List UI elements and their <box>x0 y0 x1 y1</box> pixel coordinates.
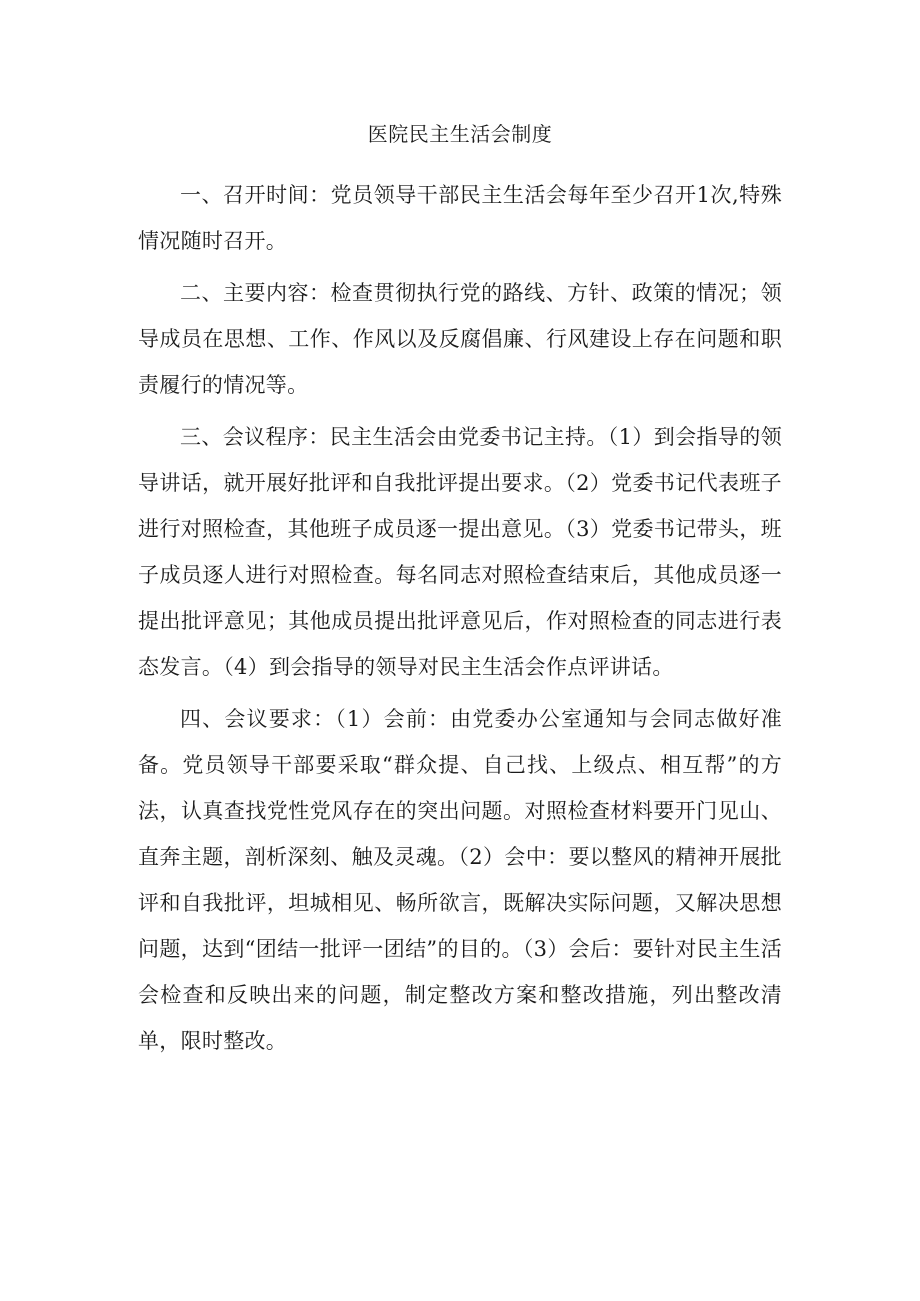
paragraph-meeting-time: 一、召开时间：党员领导干部民主生活会每年至少召开1次,特殊情况随时召开。 <box>138 183 782 253</box>
paragraph-main-content: 二、主要内容：检查贯彻执行党的路线、方针、政策的情况；领导成员在思想、工作、作风以及反腐倡廉、行风建设上存在问题和职责履行的情况等。 <box>138 281 782 397</box>
paragraph-meeting-procedure: 三、会议程序：民主生活会由党委书记主持。（1）到会指导的领导讲话，就开展好批评和自我批评提出要求。（2）党委书记代表班子进行对照检查，其他班子成员逐一提出意见。（3）党委书记带头，班子成员逐人进行对照检查。每名同志对照检查结束后，其他成员逐一提出批评意见；其他成员提出批评意见后，作对照检查的同志进行表态发言。（4）到会指导的领导对民主生活会作点评讲话。 <box>138 425 782 679</box>
paragraph-meeting-requirements: 四、会议要求：（1）会前：由党委办公室通知与会同志做好准备。党员领导干部要采取“群众提、自己找、上级点、相互帮”的方法，认真查找党性党风存在的突出问题。对照检查材料要开门见山、直奔主题，剖析深刻、触及灵魂。（2）会中：要以整风的精神开展批评和自我批评，坦城相见、畅所欲言，既解决实际问题，又解决思想问题，达到“团结一批评一团结”的目的。（3）会后：要针对民主生活会检查和反映出来的问题，制定整改方案和整改措施，列出整改清单，限时整改。 <box>138 707 782 1053</box>
document-title: 医院民主生活会制度 <box>367 122 553 146</box>
